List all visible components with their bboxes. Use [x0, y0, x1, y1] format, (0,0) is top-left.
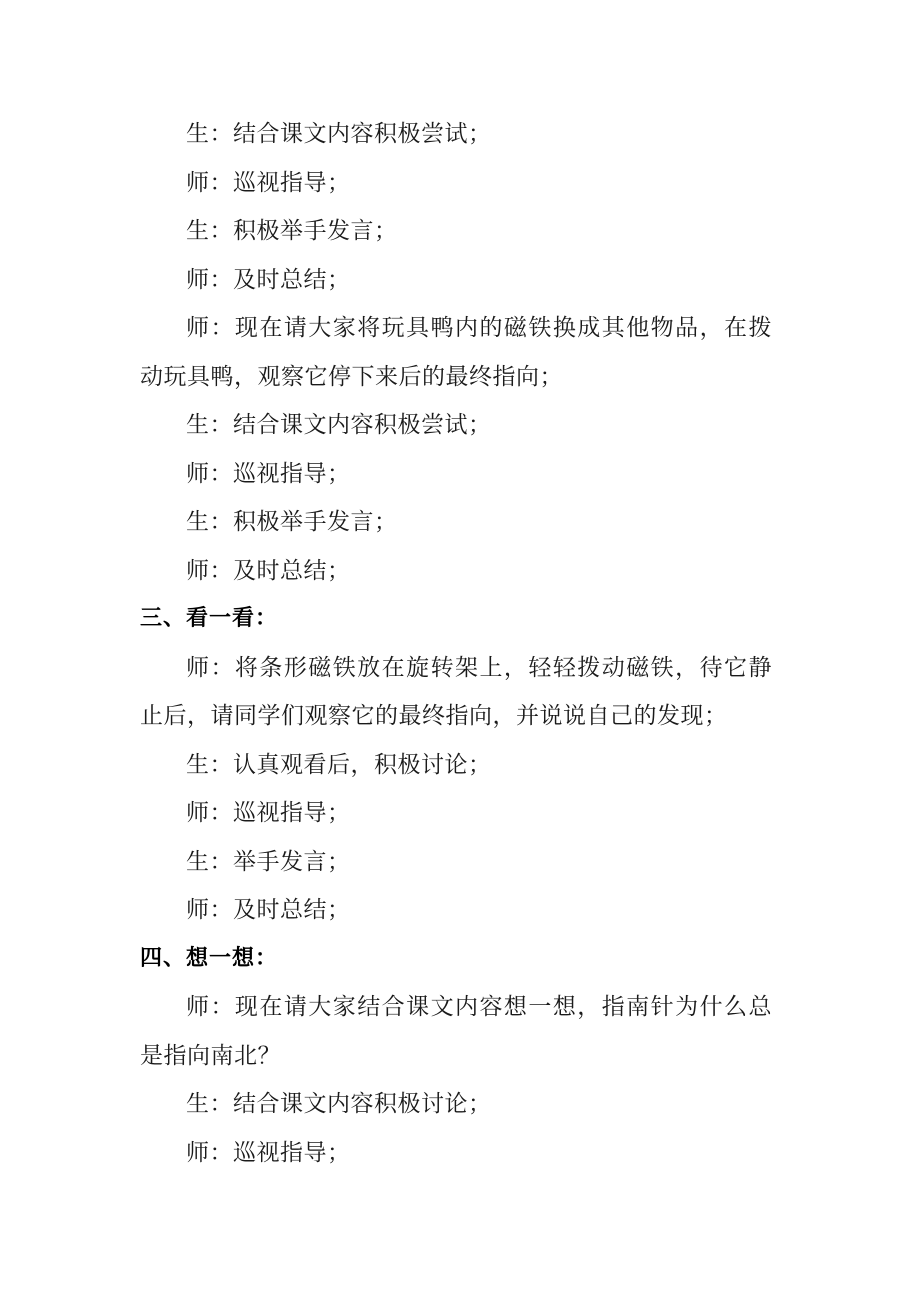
paragraph-student-speak-1: 生：积极举手发言； [186, 218, 398, 244]
paragraph-student-speak-2: 生：积极举手发言； [186, 509, 398, 535]
paragraph-student-try-1: 生：结合课文内容积极尝试； [186, 121, 492, 147]
paragraph-teacher-compass-question: 师：现在请大家结合课文内容想一想，指南针为什么总是指向南北？ [140, 994, 772, 1069]
section-heading-look: 三、看一看： [140, 606, 279, 631]
paragraph-teacher-guide-1: 师：巡视指导； [186, 169, 351, 196]
paragraph-teacher-summary-3: 师：及时总结； [186, 897, 351, 923]
paragraph-teacher-guide-2: 师：巡视指导； [186, 460, 351, 487]
paragraph-teacher-guide-3: 师：巡视指导； [186, 800, 351, 826]
paragraph-teacher-summary-2: 师：及时总结； [186, 557, 351, 584]
paragraph-teacher-summary-1: 师：及时总结； [186, 266, 351, 293]
paragraph-teacher-duck-instruction: 师：现在请大家将玩具鸭内的磁铁换成其他物品，在拨动玩具鸭，观察它停下来后的最终指向； [140, 315, 772, 390]
section-heading-think: 四、想一想： [140, 945, 279, 971]
paragraph-teacher-magnet-instruction: 师：将条形磁铁放在旋转架上，轻轻拨动磁铁，待它静止后，请同学们观察它的最终指向，并说说自己的发现； [140, 654, 772, 729]
paragraph-student-speak-3: 生：举手发言； [186, 848, 351, 875]
paragraph-student-try-2: 生：结合课文内容积极尝试； [186, 412, 492, 438]
paragraph-student-discuss-1: 生：认真观看后，积极讨论； [186, 751, 492, 778]
paragraph-teacher-guide-4: 师：巡视指导； [186, 1139, 351, 1166]
document-body [140, 110, 772, 1177]
paragraph-student-discuss-2: 生：结合课文内容积极讨论； [186, 1091, 492, 1117]
